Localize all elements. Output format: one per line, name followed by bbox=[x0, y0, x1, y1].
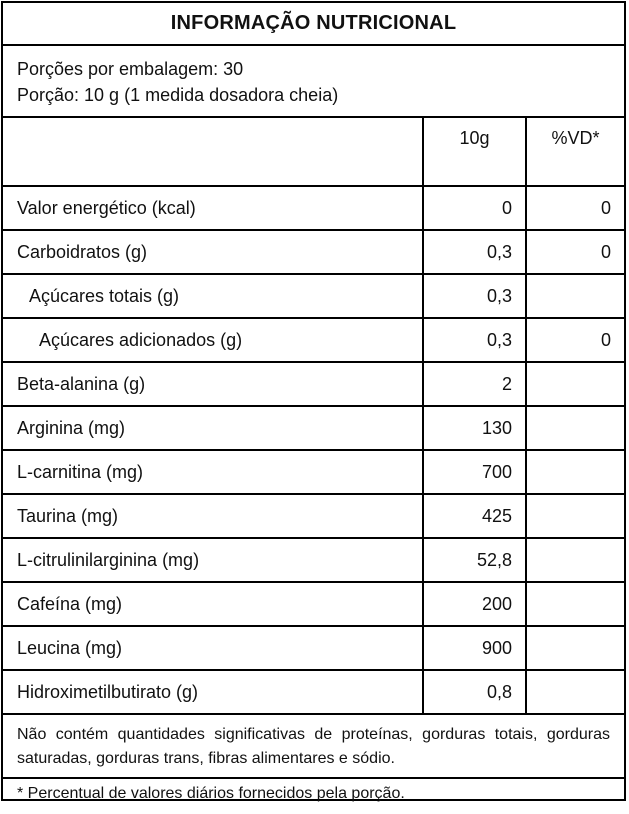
nutrient-name: L-carnitina (mg) bbox=[3, 451, 424, 493]
nutrient-daily-value: 0 bbox=[600, 241, 611, 262]
nutrient-amount: 0,8 bbox=[424, 671, 527, 713]
portion-size: Porção: 10 g (1 medida dosadora cheia) bbox=[17, 85, 339, 105]
nutrient-amount: 0 bbox=[424, 187, 527, 229]
header-name-cell bbox=[3, 118, 424, 185]
nutrient-amount: 2 bbox=[424, 363, 527, 405]
nutrition-facts-panel bbox=[1, 1, 626, 801]
nutrient-daily-value bbox=[527, 407, 624, 449]
nutrient-daily-value bbox=[527, 451, 624, 493]
header-amount: 10g bbox=[424, 118, 527, 185]
nutrient-name: Beta-alanina (g) bbox=[3, 363, 424, 405]
nutrient-daily-value bbox=[527, 583, 624, 625]
table-row bbox=[3, 671, 624, 715]
nutrient-amount: 0,3 bbox=[424, 231, 527, 273]
nutrient-name: Arginina (mg) bbox=[3, 407, 424, 449]
table-row bbox=[3, 319, 624, 363]
nutrient-name: Taurina (mg) bbox=[3, 495, 424, 537]
daily-value-footnote: * Percentual de valores diários fornecidos pela porção. bbox=[17, 785, 405, 802]
table-row bbox=[3, 231, 624, 275]
nutrient-name: Cafeína (mg) bbox=[3, 583, 424, 625]
table-header-row bbox=[3, 118, 624, 187]
table-row bbox=[3, 407, 624, 451]
table-row bbox=[3, 187, 624, 231]
nutrient-amount: 130 bbox=[424, 407, 527, 449]
table-row bbox=[3, 495, 624, 539]
nutrient-daily-value: 0 bbox=[600, 329, 611, 350]
nutrient-amount: 0,3 bbox=[424, 319, 527, 361]
table-row bbox=[3, 451, 624, 495]
nutrient-amount: 425 bbox=[424, 495, 527, 537]
nutrient-amount: 200 bbox=[424, 583, 527, 625]
panel-title: INFORMAÇÃO NUTRICIONAL bbox=[3, 3, 624, 46]
not-significant-note: Não contém quantidades significativas de proteínas, gorduras totais, gorduras saturadas, gorduras trans, fibras alimentares e sódio. bbox=[3, 715, 624, 779]
table-row bbox=[3, 275, 624, 319]
table-row bbox=[3, 363, 624, 407]
nutrient-amount: 0,3 bbox=[424, 275, 527, 317]
nutrient-name: Leucina (mg) bbox=[3, 627, 424, 669]
nutrient-name: L-citrulinilarginina (mg) bbox=[3, 539, 424, 581]
nutrient-amount: 700 bbox=[424, 451, 527, 493]
table-row bbox=[3, 583, 624, 627]
nutrient-amount: 52,8 bbox=[424, 539, 527, 581]
nutrient-name: Carboidratos (g) bbox=[3, 231, 424, 273]
nutrient-name: Açúcares adicionados (g) bbox=[3, 319, 424, 361]
nutrient-name: Hidroximetilbutirato (g) bbox=[3, 671, 424, 713]
nutrient-table bbox=[3, 118, 624, 715]
table-row bbox=[3, 627, 624, 671]
nutrient-amount: 900 bbox=[424, 627, 527, 669]
nutrient-daily-value bbox=[527, 495, 624, 537]
nutrient-daily-value: 0 bbox=[600, 197, 611, 218]
servings-per-package: Porções por embalagem: 30 bbox=[17, 59, 244, 79]
header-daily-value: %VD* bbox=[551, 128, 600, 148]
nutrient-daily-value bbox=[527, 363, 624, 405]
table-row bbox=[3, 539, 624, 583]
nutrient-name: Açúcares totais (g) bbox=[3, 275, 424, 317]
nutrient-daily-value bbox=[527, 275, 624, 317]
nutrient-daily-value bbox=[527, 627, 624, 669]
serving-info bbox=[3, 46, 624, 118]
nutrient-daily-value bbox=[527, 539, 624, 581]
nutrient-name: Valor energético (kcal) bbox=[3, 187, 424, 229]
nutrient-daily-value bbox=[527, 671, 624, 713]
